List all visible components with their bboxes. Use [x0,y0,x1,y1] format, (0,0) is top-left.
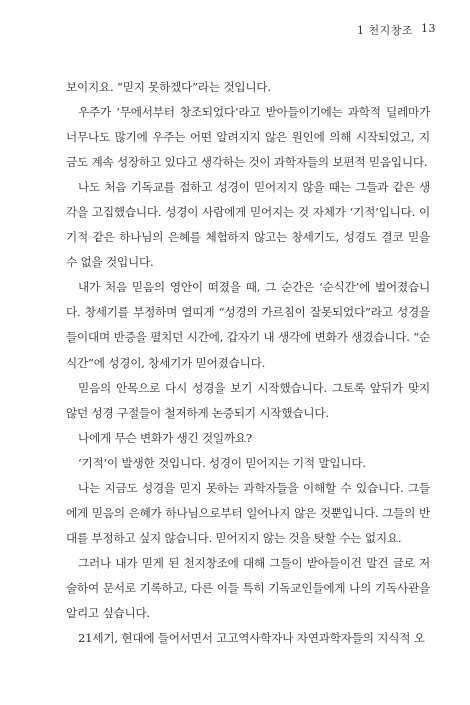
running-header [357,22,436,38]
page-number: 13 [421,22,436,35]
chapter-title: 1 천지창조 [357,24,413,37]
paragraph: 보이지요. “믿지 못하겠다”라는 것입니다. [66,80,271,94]
paragraph: 우주가 ‘무에서부터 창조되었다’라고 받아들이기에는 과학적 딜레마가 너무나도 많기에 우주는 어떤 알려지지 않은 원인에 의해 시작되었고, 지금도 계속 성장하고 있다고 생각하는 것이 과학자들의 보편적 믿음입니다. [66,105,430,170]
paragraph: 21세기, 현대에 들어서면서 고고역사학자나 자연과학자들의 지식적 오 [78,631,425,646]
body-text [66,75,430,651]
paragraph: 그러나 내가 믿게 된 천지창조에 대해 그들이 받아들이건 말건 글로 저술하여 문서로 기록하고, 다른 이들 특히 기독교인들에게 나의 기독사관을 알리고 싶습니다. [66,555,430,620]
paragraph: ‘기적’이 발생한 것입니다. 성경이 믿어지는 기적 말입니다. [78,455,366,470]
paragraph: 내가 처음 믿음의 영안이 떠졌을 때, 그 순간은 ‘순식간’에 벌어졌습니다. 창세기를 부정하며 열띠게 “성경의 가르침이 잘못되었다”라고 성경을 들이대며 반증을 펼치던 시간에, 갑자기 내 생각에 변화가 생겼습니다. “순식간”에 성경이, 창세기가 믿어졌습니다. [66,280,430,370]
paragraph: 나도 처음 기독교를 접하고 성경이 믿어지지 않을 때는 그들과 같은 생각을 고집했습니다. 성경이 사람에게 믿어지는 것 자체가 ‘기적’입니다. 이 기적 같은 하나님의 은혜를 체험하지 않고는 창세기도, 성경도 결코 믿을 수 없을 것입니다. [66,180,430,270]
paragraph: 믿음의 안목으로 다시 성경을 보기 시작했습니다. 그토록 앞뒤가 맞지 않던 성경 구절들이 철저하게 논증되기 시작했습니다. [66,380,430,420]
paragraph: 나는 지금도 성경을 믿지 못하는 과학자들을 이해할 수 있습니다. 그들에게 믿음의 은혜가 하나님으로부터 일어나지 않은 것뿐입니다. 그들의 반대를 부정하고 싶지 않습니다. 믿어지지 않는 것을 탓할 수는 없지요. [66,480,430,545]
paragraph: 나에게 무슨 변화가 생긴 것일까요? [78,430,252,445]
